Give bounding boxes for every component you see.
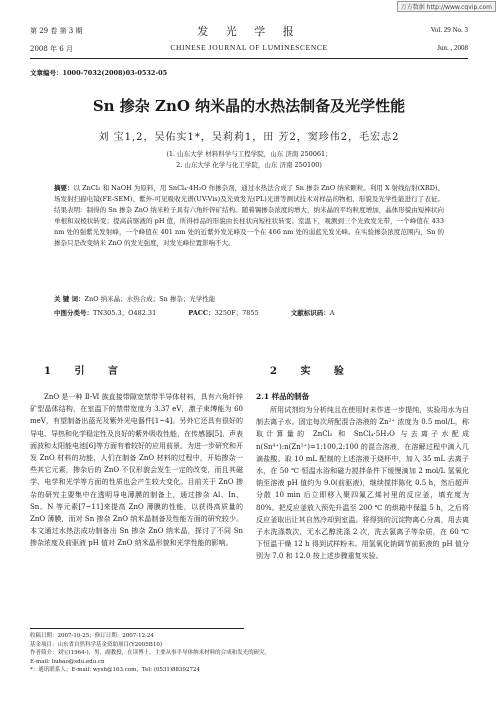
author-list: 刘 宝1,2，吴佑实1*，吴莉莉1，田 芳2，窦珍伟2，毛宏志2 — [98, 132, 400, 143]
footnotes — [30, 628, 271, 675]
abstract-text: 以 ZnCl₂ 和 NaOH 为原料，用 SnCl₄·4H₂O 作掺杂剂，通过水热法合成了 Sn 掺杂 ZnO 纳米颗粒。利用 X 射线衍射(XRD)、场发射扫描电镜(FE-SEM)、紫外-可见吸收光谱(UV-Vis)及光致发光(PL)光谱等测试技术对样品的物相、形貌及光学性能进行了表征。结果表明：制得的 Sn 掺杂 ZnO 纳米粒子具有六角纤锌矿结构。随着锡掺杂浓度的增大，纳米晶的平均粒度增加，晶体形貌由短棒状向单根和双棱状转变；提高前驱液的 pH 值，所得样品的形貌由长柱状向短柱状转变。室温下，观测到三个光致发光带，一个峰值在 433 nm 处的强紫光发射峰，一个峰值在 401 nm 处的近紫外发光峰及一个在 466 nm 处的弱蓝光发光峰。在实验掺杂浓度范围内，Sn 的掺杂只是改变纳米 ZnO 的发光强度，对发光峰位置影响不大。 — [54, 184, 445, 247]
pacc-code: PACC：3250F；7855 — [188, 309, 259, 317]
article-number: 文章编号：1000-7032(2008)03-0532-05 — [30, 69, 168, 77]
classification-codes — [54, 308, 444, 317]
volume-issue-cn: 第 29 卷 第 3 期 — [30, 27, 83, 35]
footnote-funding: 基金项目：山东省自然科学基金资助项目(Y2005B10) — [30, 641, 162, 648]
keywords-label: 关 键 词： — [54, 295, 85, 303]
footnote-author-email: E-mail: liubao@sdu.edu.cn — [30, 658, 105, 665]
affiliation-2: 2. 山东大学 化学与化工学院，山东 济南 250100) — [176, 161, 322, 169]
section-heading-introduction: 1 引 言 — [44, 366, 128, 377]
watermark-stamp: 万方数据 http://www.cqvip.com — [397, 1, 496, 12]
section-heading-experiment: 2 实 验 — [270, 366, 354, 377]
clc-code: 中图分类号：TN305.3；O482.31 — [54, 309, 157, 317]
section-introduction — [30, 362, 243, 550]
introduction-text: ZnO 是一种 Ⅱ-Ⅵ 族直接带隙宽禁带半导体材料，具有六角纤锌矿型晶体结构，在室温下的禁带宽度为 3.37 eV，激子束缚能为 60 meV，有望制备出蓝光及紫外光电器件[1~4]。另外它还具有很好的导电、导热和化学稳定性及良好的紫外吸收性能，在传感器[5]、声表面波和太阳能电池[6]等方面有着较好的应用前景。为进一步研究和开发 ZnO 材料的功能，人们在制备 ZnO 材料的过程中，开始掺杂一些其它元素，掺杂后的 ZnO 不仅形貌会发生一定的改变，而且其磁学、电学和光学等方面的性质也会产生较大变化。目前关于 ZnO 掺杂的研究主要集中在透明导电薄膜的制备上，通过掺杂 Al、In、Sn、N 等元素[7~11]来提高 ZnO 薄膜的性能，以获得高质量的 ZnO 薄膜，而对 Sn 掺杂 ZnO 纳米晶制备及性能方面的研究较少。本文通过水热法成功制备出 Sn 掺杂 ZnO 纳米晶，探讨了不同 Sn 掺杂浓度及前驱液 pH 值对 ZnO 纳米晶形貌和光学性能的影响。 — [30, 393, 243, 548]
paper-title: Sn 掺杂 ZnO 纳米晶的水热法制备及光学性能 — [92, 97, 406, 115]
date-cn: 2008 年 6 月 — [30, 45, 73, 53]
subsection-heading-preparation: 2.1 样品的制备 — [256, 392, 310, 401]
footnote-corresponding-author: *：通讯联系人；E-mail: wysh@163.com，Tel: (0531)88392724 — [30, 667, 201, 673]
keywords-text: ZnO 纳米晶；水热合成；Sn 掺杂；光学性能 — [84, 295, 216, 303]
running-header — [30, 20, 468, 59]
volume-issue-en: Vol. 29 No. 3 — [430, 26, 468, 34]
date-en: Jun. , 2008 — [437, 44, 468, 52]
footnote-author-bio: 作者简介：刘宝(1964-)，男，副教授，在读博士，主要从事半导体纳米材料的合成和发光的研究。 — [30, 650, 271, 656]
journal-name-en: CHINESE JOURNAL OF LUMINESCENCE — [170, 43, 328, 52]
keywords — [54, 294, 444, 303]
section-experiment — [256, 362, 469, 563]
journal-name-cn: 发 光 学 报 — [197, 25, 301, 38]
footnote-received-date: 收稿日期：2007-10-25；修订日期：2007-12-24 — [30, 633, 154, 639]
abstract — [54, 183, 444, 249]
affiliation-1: (1. 山东大学 材料科学与工程学院，山东 济南 250061； — [166, 150, 332, 158]
experiment-text: 所用试剂均为分析纯且在使用时未作进一步提纯，实验用水为自制去离子水。固定每次所配混合溶液的 Zn²⁺ 浓度为 0.5 mol/L，称取计算量的 ZnCl₂ 和 SnCl₄·5H₂O 与去离子水配成 n(Sn⁴⁺):n(Zn²⁺)=1:100,2:100 的混合溶液，在溶解过程中滴入几滴盐酸。取 10 mL 配制的上述溶液于烧杯中，加入 35 mL 去离子水，在 50 ℃ 恒温水浴和磁力搅拌条件下缓慢滴加 2 mol/L 氢氧化钠至溶液 pH 值约为 9.0(前驱液)，继续搅拌陈化 0.5 h，然后超声分散 10 min 后立即移入聚四氟乙烯衬里的反应釜，填充度为 80%。把反应釜放入预先升温至 200 ℃ 的烘箱中保温 5 h，之后将反应釜取出让其自然冷却到室温。将得到的沉淀物离心分离，用去离子水洗涤数次，无水乙醇洗涤 2 次，洗去氯离子等杂质，在 60 ℃ 下恒温干燥 12 h 得到试样粉末。用氢氧化钠调节前驱液的 pH 值分别为 7.0 和 12.0 按上述步骤重复实验。 — [256, 406, 469, 561]
abstract-label: 摘要： — [54, 184, 74, 192]
document-code: 文献标识码：A — [290, 309, 335, 317]
